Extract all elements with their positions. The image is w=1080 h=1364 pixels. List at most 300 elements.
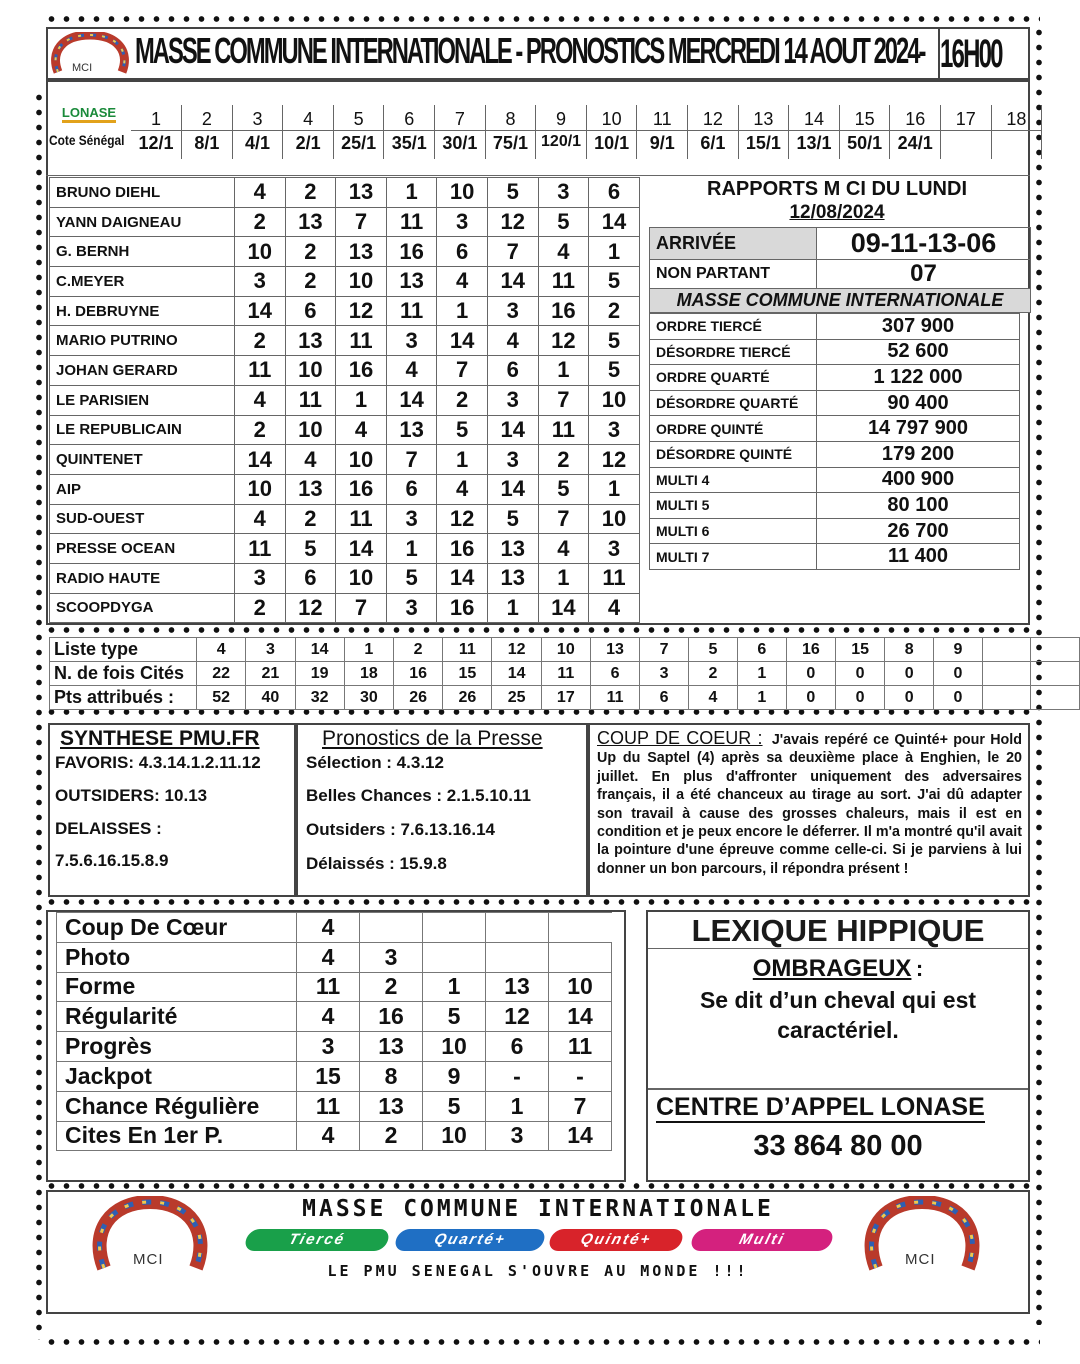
stat-cell: 11 <box>590 686 639 710</box>
rapport-value: 11 400 <box>817 544 1020 570</box>
pick-cell: 14 <box>487 415 538 445</box>
stat-cell: 2 <box>689 662 738 686</box>
pronostiqueur-name: G. BERNH <box>50 237 235 267</box>
mci-logo-footer-right <box>862 1196 982 1276</box>
runner-number: 13 <box>738 105 789 133</box>
table-row <box>50 178 640 208</box>
critere-label: Jackpot <box>57 1061 297 1091</box>
critere-label: Chance Régulière <box>57 1091 297 1121</box>
rapport-value: 90 400 <box>817 390 1020 416</box>
pick-cell: 12 <box>285 593 336 623</box>
stat-label: Liste type <box>50 638 197 662</box>
centre-divider <box>648 1088 1028 1090</box>
stat-cell <box>1031 638 1080 662</box>
pick-cell: 5 <box>386 563 437 593</box>
stat-cell: 32 <box>295 686 344 710</box>
stat-cell <box>982 638 1030 662</box>
cote-value <box>941 131 992 159</box>
rapport-label: ORDRE QUARTÉ <box>650 365 817 391</box>
pick-cell: 12 <box>538 326 589 356</box>
critere-cell: 10 <box>549 972 612 1002</box>
table-row <box>650 365 1020 391</box>
table-row <box>50 326 640 356</box>
stat-cell: 21 <box>246 662 295 686</box>
critere-cell: 16 <box>360 1002 423 1032</box>
presse-belles: Belles Chances : 2.1.5.10.11 <box>306 786 531 805</box>
critere-cell: 3 <box>486 1121 549 1151</box>
critere-cell: 2 <box>360 972 423 1002</box>
pick-cell: 2 <box>538 445 589 475</box>
pick-cell: 7 <box>336 593 387 623</box>
stat-cell: 1 <box>737 686 786 710</box>
critere-cell: 3 <box>360 942 423 972</box>
stat-cell: 17 <box>541 686 590 710</box>
pick-cell: 13 <box>487 563 538 593</box>
pick-cell: 16 <box>386 237 437 267</box>
stat-cell: 1 <box>344 638 393 662</box>
stat-cell: 8 <box>885 638 934 662</box>
rapports-values-table <box>649 313 1020 570</box>
stat-cell: 13 <box>590 638 639 662</box>
lexique-title-line <box>648 948 1028 949</box>
pick-cell: 5 <box>487 178 538 208</box>
pick-cell: 3 <box>235 267 286 297</box>
pick-cell: 13 <box>386 267 437 297</box>
stat-cell: 22 <box>197 662 246 686</box>
critere-label: Forme <box>57 972 297 1002</box>
pronostiqueur-name: SCOOPDYGA <box>50 593 235 623</box>
pick-cell: 2 <box>285 178 336 208</box>
critere-cell: 3 <box>297 1032 360 1062</box>
dotted-border-bottom <box>44 1338 1040 1346</box>
dotted-divider-3 <box>44 898 1034 906</box>
pick-cell: 7 <box>487 237 538 267</box>
pronostiqueur-name: LE PARISIEN <box>50 385 235 415</box>
pick-cell: 11 <box>538 267 589 297</box>
pick-cell: 3 <box>235 563 286 593</box>
table-row <box>57 1121 612 1151</box>
critere-cell: - <box>486 1061 549 1091</box>
pick-cell: 7 <box>538 385 589 415</box>
cote-value <box>991 131 1042 159</box>
pick-cell: 1 <box>437 445 488 475</box>
rapport-value: 307 900 <box>817 314 1020 340</box>
pick-cell: 3 <box>386 593 437 623</box>
pick-cell: 3 <box>437 207 488 237</box>
pick-cell: 11 <box>235 356 286 386</box>
table-row <box>57 972 612 1002</box>
table-row <box>50 662 1080 686</box>
stat-cell: 0 <box>835 686 884 710</box>
pronostiqueur-name: C.MEYER <box>50 267 235 297</box>
pick-cell: 1 <box>386 534 437 564</box>
pick-cell: 14 <box>487 474 538 504</box>
pick-cell: 13 <box>487 534 538 564</box>
pick-cell: 3 <box>487 296 538 326</box>
pick-cell: 4 <box>589 593 640 623</box>
rapport-value: 80 100 <box>817 493 1020 519</box>
table-row <box>50 563 640 593</box>
pick-cell: 2 <box>285 504 336 534</box>
critere-cell: 5 <box>423 1091 486 1121</box>
runner-number: 15 <box>839 105 890 133</box>
pick-cell: 1 <box>589 474 640 504</box>
stat-label: Pts attribués : <box>50 686 197 710</box>
pick-cell: 16 <box>538 296 589 326</box>
pick-cell: 10 <box>336 445 387 475</box>
rapport-label: MULTI 5 <box>650 493 817 519</box>
synthese-delaisses: 7.5.6.16.15.8.9 <box>55 851 169 870</box>
runner-number: 9 <box>536 105 587 133</box>
table-row <box>650 416 1020 442</box>
pick-cell: 12 <box>589 445 640 475</box>
pick-cell: 4 <box>235 504 286 534</box>
pronostics-table <box>49 177 640 623</box>
lexique-colon: : <box>915 956 924 981</box>
pick-cell: 14 <box>538 593 589 623</box>
critere-cell: 13 <box>360 1091 423 1121</box>
critere-cell: 12 <box>486 1002 549 1032</box>
rapports-table <box>649 227 1031 313</box>
pick-cell: 6 <box>285 296 336 326</box>
pick-cell: 2 <box>285 237 336 267</box>
pick-cell: 10 <box>589 504 640 534</box>
bet-pill-1: Quarté+ <box>393 1229 547 1251</box>
race-time: 16H00 <box>940 32 1002 76</box>
pick-cell: 2 <box>235 415 286 445</box>
cote-value: 2/1 <box>283 131 334 159</box>
pick-cell: 7 <box>336 207 387 237</box>
critere-cell: 14 <box>549 1002 612 1032</box>
pick-cell: 10 <box>285 415 336 445</box>
pick-cell: 3 <box>589 415 640 445</box>
pick-cell: 1 <box>487 593 538 623</box>
pick-cell: 1 <box>589 237 640 267</box>
presse-outsiders: Outsiders : 7.6.13.16.14 <box>306 820 495 839</box>
table-row <box>50 267 640 297</box>
table-row <box>650 441 1020 467</box>
table-row <box>650 390 1020 416</box>
stat-cell: 18 <box>344 662 393 686</box>
critere-cell: 10 <box>423 1121 486 1151</box>
stats-table <box>49 637 1080 710</box>
pick-cell: 10 <box>235 474 286 504</box>
pick-cell: 6 <box>487 356 538 386</box>
runner-number: 17 <box>941 105 992 133</box>
dotted-divider-4 <box>44 1182 1034 1190</box>
table-row <box>50 385 640 415</box>
runner-number: 10 <box>586 105 637 133</box>
cote-value: 13/1 <box>789 131 840 159</box>
pronostiqueur-name: QUINTENET <box>50 445 235 475</box>
critere-cell: 14 <box>549 1121 612 1151</box>
lonase-logo <box>54 104 124 124</box>
pick-cell: 4 <box>235 178 286 208</box>
cote-value: 75/1 <box>485 131 536 159</box>
pick-cell: 12 <box>437 504 488 534</box>
table-row <box>50 415 640 445</box>
presse-delaisses: Délaissés : 15.9.8 <box>306 854 447 873</box>
pick-cell: 5 <box>538 207 589 237</box>
critere-cell: 10 <box>423 1032 486 1062</box>
runner-number: 16 <box>890 105 941 133</box>
pick-cell: 11 <box>336 326 387 356</box>
pick-cell: 4 <box>487 326 538 356</box>
stat-cell: 40 <box>246 686 295 710</box>
pick-cell: 2 <box>589 296 640 326</box>
critere-cell: 8 <box>360 1061 423 1091</box>
pick-cell: 14 <box>336 534 387 564</box>
pick-cell: 4 <box>285 445 336 475</box>
cote-value: 120/1 <box>536 131 587 159</box>
pick-cell: 10 <box>589 385 640 415</box>
pick-cell: 11 <box>589 563 640 593</box>
stat-cell: 15 <box>835 638 884 662</box>
table-row <box>50 296 640 326</box>
pick-cell: 11 <box>386 207 437 237</box>
stat-cell: 3 <box>640 662 689 686</box>
pick-cell: 7 <box>437 356 488 386</box>
table-row <box>57 1002 612 1032</box>
pick-cell: 3 <box>589 534 640 564</box>
runner-number: 11 <box>637 105 688 133</box>
pick-cell: 2 <box>285 267 336 297</box>
critere-cell: 5 <box>423 1002 486 1032</box>
table-row <box>50 593 640 623</box>
pick-cell: 4 <box>386 356 437 386</box>
critere-cell: 11 <box>297 1091 360 1121</box>
critere-label: Photo <box>57 942 297 972</box>
pick-cell: 12 <box>336 296 387 326</box>
mci-logo-footer-left-text: MCI <box>133 1251 164 1268</box>
critere-cell <box>423 942 486 972</box>
runner-number: 7 <box>435 105 486 133</box>
pick-cell: 14 <box>487 267 538 297</box>
table-row <box>50 638 1080 662</box>
stat-label: N. de fois Cités <box>50 662 197 686</box>
critere-cell: 4 <box>297 913 360 943</box>
critere-label: Régularité <box>57 1002 297 1032</box>
pick-cell: 14 <box>386 385 437 415</box>
coup-de-coeur-text: J'avais repéré ce Quinté+ pour Hold Up du Saptel (4) après sa deuxième place à Enghien, le 20 juillet. En plus d'affronter uniquement des adversaires français, il a été chanceux au tirage au sort. J'ai dû adapter son travail à cause des grosses chaleurs, mais il est en condition et je peux encore le déferrer. Il m'a montré qu'il avait la pointure d'une épreuve comme celle-ci. Si je parviens à lui donner un bon parcours, il répondra présent ! <box>597 732 1022 877</box>
pick-cell: 13 <box>386 415 437 445</box>
pick-cell: 7 <box>538 504 589 534</box>
centre-phone: 33 864 80 00 <box>753 1130 923 1162</box>
lonase-logo-text: LONASE <box>62 105 116 123</box>
stat-cell: 16 <box>786 638 835 662</box>
critere-cell: 4 <box>297 942 360 972</box>
pick-cell: 1 <box>437 296 488 326</box>
footer-slogan: LE PMU SENEGAL S'OUVRE AU MONDE !!! <box>327 1262 749 1280</box>
pick-cell: 5 <box>589 326 640 356</box>
stat-cell: 0 <box>786 686 835 710</box>
bet-pill-2: Quinté+ <box>547 1229 685 1251</box>
stat-cell: 6 <box>737 638 786 662</box>
cote-value: 50/1 <box>839 131 890 159</box>
pick-cell: 5 <box>589 267 640 297</box>
stat-cell <box>982 686 1030 710</box>
runner-number: 12 <box>688 105 739 133</box>
dotted-border-top <box>44 15 1040 23</box>
cote-value: 15/1 <box>738 131 789 159</box>
pick-cell: 11 <box>386 296 437 326</box>
critere-cell: 13 <box>486 972 549 1002</box>
rapport-label: MULTI 6 <box>650 518 817 544</box>
stat-cell: 4 <box>689 686 738 710</box>
stat-cell: 15 <box>443 662 492 686</box>
synthese-title: SYNTHESE PMU.FR <box>60 727 260 750</box>
table-row <box>650 467 1020 493</box>
runner-number: 8 <box>485 105 536 133</box>
table-row <box>57 1091 612 1121</box>
rapports-date: 12/08/2024 <box>789 202 885 223</box>
stat-cell: 7 <box>640 638 689 662</box>
stat-cell: 25 <box>492 686 541 710</box>
pick-cell: 3 <box>538 178 589 208</box>
dotted-border-left <box>35 90 43 1340</box>
stat-cell: 11 <box>541 662 590 686</box>
bet-pill-3: Multi <box>689 1229 835 1251</box>
critere-cell: 1 <box>423 972 486 1002</box>
coup-de-coeur-block <box>597 729 1022 878</box>
arrivee-value: 09-11-13-06 <box>817 228 1031 260</box>
pick-cell: 11 <box>235 534 286 564</box>
stat-cell: 14 <box>295 638 344 662</box>
pronostiqueur-name: SUD-OUEST <box>50 504 235 534</box>
runner-number: 1 <box>131 105 182 133</box>
pronostiqueur-name: RADIO HAUTE <box>50 563 235 593</box>
pick-cell: 2 <box>235 593 286 623</box>
dotted-divider-1 <box>44 626 1034 634</box>
cote-value: 12/1 <box>131 131 182 159</box>
pick-cell: 10 <box>437 178 488 208</box>
cote-value: 35/1 <box>384 131 435 159</box>
table-row <box>50 207 640 237</box>
critere-label: Cites En 1er P. <box>57 1121 297 1151</box>
rapport-label: ORDRE TIERCÉ <box>650 314 817 340</box>
pick-cell: 7 <box>386 445 437 475</box>
table-row <box>650 339 1020 365</box>
stat-cell: 10 <box>541 638 590 662</box>
coup-de-coeur-title: COUP DE COEUR : <box>597 728 763 748</box>
pick-cell: 1 <box>386 178 437 208</box>
rapport-label: MULTI 4 <box>650 467 817 493</box>
rapport-label: DÉSORDRE TIERCÉ <box>650 339 817 365</box>
rapports-section: MASSE COMMUNE INTERNATIONALE <box>650 289 1031 313</box>
pick-cell: 6 <box>386 474 437 504</box>
rapport-value: 179 200 <box>817 441 1020 467</box>
runner-number: 3 <box>232 105 283 133</box>
pick-cell: 13 <box>336 237 387 267</box>
pick-cell: 16 <box>336 474 387 504</box>
critere-cell <box>486 913 549 943</box>
stat-cell: 9 <box>934 638 983 662</box>
mci-logo-header <box>50 32 130 78</box>
pick-cell: 2 <box>235 207 286 237</box>
stat-cell: 19 <box>295 662 344 686</box>
critere-cell <box>549 913 612 943</box>
critere-cell: 7 <box>549 1091 612 1121</box>
pick-cell: 2 <box>437 385 488 415</box>
pick-cell: 5 <box>589 356 640 386</box>
cote-value: 25/1 <box>333 131 384 159</box>
stat-cell: 1 <box>737 662 786 686</box>
pick-cell: 16 <box>437 534 488 564</box>
table-row <box>650 518 1020 544</box>
stat-cell: 11 <box>443 638 492 662</box>
pick-cell: 3 <box>487 445 538 475</box>
stat-cell: 0 <box>786 662 835 686</box>
pick-cell: 10 <box>285 356 336 386</box>
table-row <box>50 534 640 564</box>
pick-cell: 5 <box>437 415 488 445</box>
pick-cell: 6 <box>285 563 336 593</box>
pick-cell: 14 <box>589 207 640 237</box>
synthese-outsiders: OUTSIDERS: 10.13 <box>55 786 208 805</box>
table-row <box>650 314 1020 340</box>
table-row <box>50 356 640 386</box>
pick-cell: 4 <box>336 415 387 445</box>
critere-cell: 9 <box>423 1061 486 1091</box>
stat-cell <box>1031 662 1080 686</box>
pick-cell: 4 <box>538 237 589 267</box>
runner-number: 18 <box>991 105 1042 133</box>
critere-cell <box>360 913 423 943</box>
stat-cell: 5 <box>689 638 738 662</box>
pronostiqueur-name: JOHAN GERARD <box>50 356 235 386</box>
pick-cell: 14 <box>235 445 286 475</box>
cote-value: 4/1 <box>232 131 283 159</box>
pick-cell: 11 <box>336 504 387 534</box>
critere-cell: 4 <box>297 1121 360 1151</box>
table-row <box>57 1061 612 1091</box>
stat-cell: 0 <box>885 686 934 710</box>
runner-number: 5 <box>333 105 384 133</box>
stat-cell <box>982 662 1030 686</box>
stat-cell: 52 <box>197 686 246 710</box>
stat-cell: 6 <box>640 686 689 710</box>
rapport-value: 1 122 000 <box>817 365 1020 391</box>
pronostiqueur-name: PRESSE OCEAN <box>50 534 235 564</box>
pick-cell: 16 <box>437 593 488 623</box>
pronostiqueur-name: YANN DAIGNEAU <box>50 207 235 237</box>
footer-title: MASSE COMMUNE INTERNATIONALE <box>302 1196 774 1222</box>
stat-cell: 0 <box>885 662 934 686</box>
critere-cell: 2 <box>360 1121 423 1151</box>
mci-logo-text: MCI <box>72 62 93 74</box>
runner-number: 4 <box>283 105 334 133</box>
cote-value: 10/1 <box>586 131 637 159</box>
cote-value: 9/1 <box>637 131 688 159</box>
rapport-label: DÉSORDRE QUARTÉ <box>650 390 817 416</box>
stat-cell: 26 <box>394 686 443 710</box>
critere-cell: 4 <box>297 1002 360 1032</box>
stat-cell <box>1031 686 1080 710</box>
runner-number: 14 <box>789 105 840 133</box>
lexique-definition: Se dit d’un cheval qui est caractériel. <box>699 987 977 1043</box>
pick-cell: 10 <box>336 267 387 297</box>
runner-number: 2 <box>182 105 233 133</box>
table-row <box>50 474 640 504</box>
rapport-value: 26 700 <box>817 518 1020 544</box>
cote-value: 6/1 <box>688 131 739 159</box>
critere-cell: 1 <box>486 1091 549 1121</box>
pick-cell: 4 <box>437 267 488 297</box>
pick-cell: 5 <box>538 474 589 504</box>
table-row <box>650 493 1020 519</box>
pick-cell: 14 <box>437 326 488 356</box>
pronostiqueur-name: BRUNO DIEHL <box>50 178 235 208</box>
